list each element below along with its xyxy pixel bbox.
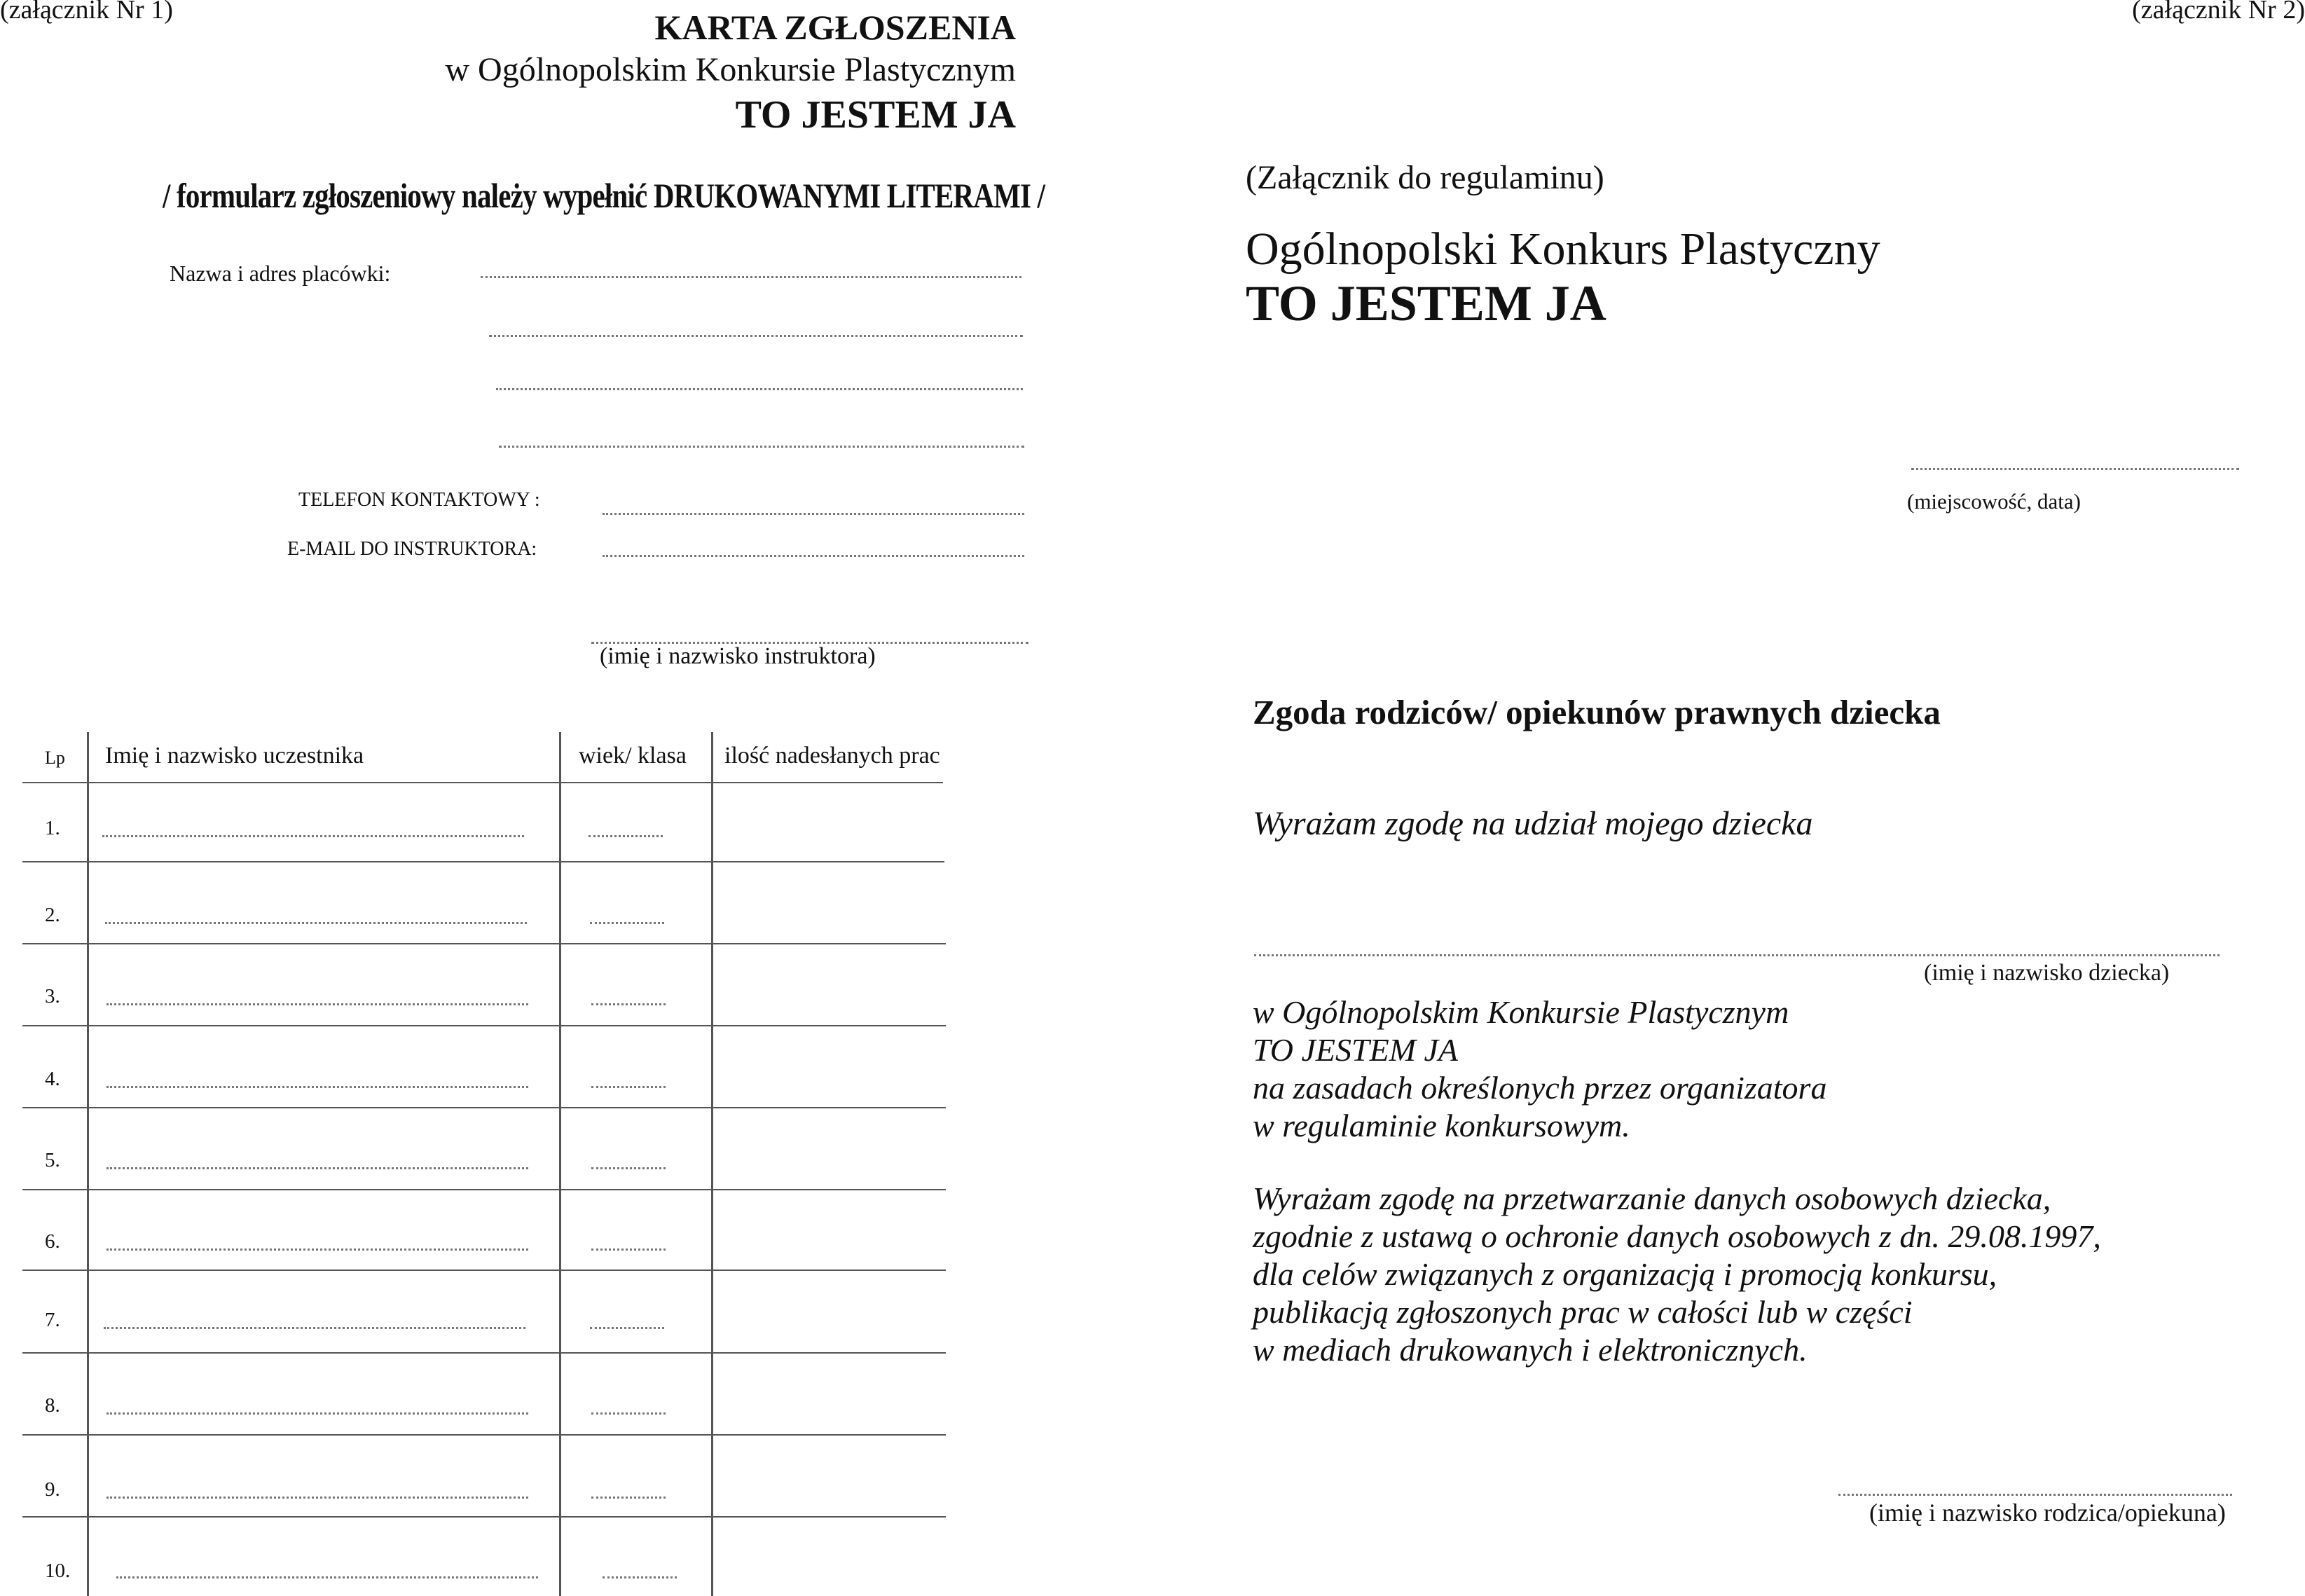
name-field[interactable]: [106, 1248, 528, 1251]
contest-title: TO JESTEM JA: [1246, 275, 1606, 331]
email-label: E-MAIL DO INSTRUKTORA:: [287, 538, 537, 560]
row-number: 4.: [45, 1068, 60, 1090]
age-field[interactable]: [591, 1412, 666, 1415]
row-number: 7.: [45, 1309, 60, 1331]
parent-signature-line[interactable]: [1838, 1494, 2232, 1496]
consent-body-line: w Ogólnopolskim Konkursie Plastycznym: [1253, 994, 1789, 1030]
name-field[interactable]: [106, 1003, 528, 1005]
name-field[interactable]: [105, 922, 527, 924]
attachment-label-right: (załącznik Nr 2): [2132, 0, 2305, 25]
place-date-line[interactable]: [1911, 468, 2239, 470]
age-field[interactable]: [590, 922, 664, 924]
age-field[interactable]: [591, 1248, 666, 1251]
age-field[interactable]: [591, 1003, 666, 1005]
child-name-caption: (imię i nazwisko dziecka): [1924, 960, 2170, 986]
consent-intro: Wyrażam zgodę na udział mojego dziecka: [1253, 805, 1813, 842]
instructor-caption: (imię i nazwisko instruktora): [600, 643, 876, 669]
header-lp: Lp: [45, 748, 65, 768]
age-field[interactable]: [591, 1167, 666, 1169]
age-field[interactable]: [603, 1576, 677, 1578]
facility-line-4[interactable]: [499, 446, 1024, 448]
name-field[interactable]: [102, 835, 524, 837]
data-consent-line: Wyrażam zgodę na przetwarzanie danych osobowych dziecka,: [1253, 1181, 2051, 1216]
row-number: 5.: [45, 1149, 60, 1171]
row-number: 6.: [45, 1230, 60, 1253]
name-field[interactable]: [106, 1167, 528, 1169]
row-number: 10.: [45, 1560, 71, 1582]
facility-line-3[interactable]: [496, 388, 1023, 390]
consent-body-line: na zasadach określonych przez organizatora: [1253, 1070, 1827, 1106]
name-field[interactable]: [104, 1327, 525, 1329]
data-consent-line: zgodnie z ustawą o ochronie danych osobowych z dn. 29.08.1997,: [1253, 1218, 2101, 1254]
consent-body-line: w regulaminie konkursowym.: [1253, 1108, 1630, 1143]
name-field[interactable]: [106, 1412, 528, 1415]
header-participant-name: Imię i nazwisko uczestnika: [105, 743, 364, 769]
row-number: 1.: [45, 817, 60, 839]
data-consent-line: dla celów związanych z organizacją i promocją konkursu,: [1253, 1256, 1997, 1292]
age-field[interactable]: [591, 1086, 666, 1088]
name-field[interactable]: [106, 1497, 528, 1499]
data-consent-line: w mediach drukowanych i elektronicznych.: [1253, 1332, 1808, 1368]
email-line[interactable]: [603, 555, 1024, 557]
form-subtitle: w Ogólnopolskim Konkursie Plastycznym: [445, 51, 1016, 88]
regulation-label: (Załącznik do regulaminu): [1246, 159, 1604, 196]
facility-line-1[interactable]: [481, 276, 1021, 278]
form-contest-title: TO JESTEM JA: [735, 93, 1016, 137]
consent-body-line: TO JESTEM JA: [1253, 1032, 1459, 1068]
attachment-label-left: (załącznik Nr 1): [0, 0, 173, 25]
child-name-line[interactable]: [1254, 954, 2220, 956]
age-field[interactable]: [590, 1327, 664, 1329]
age-field[interactable]: [589, 835, 663, 837]
facility-label: Nazwa i adres placówki:: [170, 261, 391, 286]
phone-label: TELEFON KONTAKTOWY :: [298, 489, 540, 511]
fill-instruction: / formularz zgłoszeniowy należy wypełnić DRUKOWANYMI LITERAMI /: [163, 176, 1045, 215]
row-number: 9.: [45, 1478, 60, 1501]
header-age-class: wiek/ klasa: [579, 743, 687, 769]
header-works-count: ilość nadesłanych prac: [724, 743, 940, 769]
name-field[interactable]: [116, 1576, 538, 1578]
place-date-caption: (miejscowość, data): [1907, 489, 2081, 514]
row-number: 8.: [45, 1394, 60, 1417]
row-number: 2.: [45, 904, 60, 926]
data-consent-line: publikacją zgłoszonych prac w całości lub w części: [1253, 1294, 1913, 1330]
name-field[interactable]: [106, 1086, 528, 1088]
consent-title: Zgoda rodziców/ opiekunów prawnych dziecka: [1253, 693, 1941, 731]
form-title: KARTA ZGŁOSZENIA: [654, 8, 1016, 47]
row-number: 3.: [45, 985, 60, 1007]
phone-line[interactable]: [603, 513, 1024, 515]
facility-line-2[interactable]: [489, 335, 1023, 337]
contest-name: Ogólnopolski Konkurs Plastyczny: [1246, 223, 1880, 275]
parent-caption: (imię i nazwisko rodzica/opiekuna): [1869, 1499, 2226, 1527]
age-field[interactable]: [591, 1497, 666, 1499]
